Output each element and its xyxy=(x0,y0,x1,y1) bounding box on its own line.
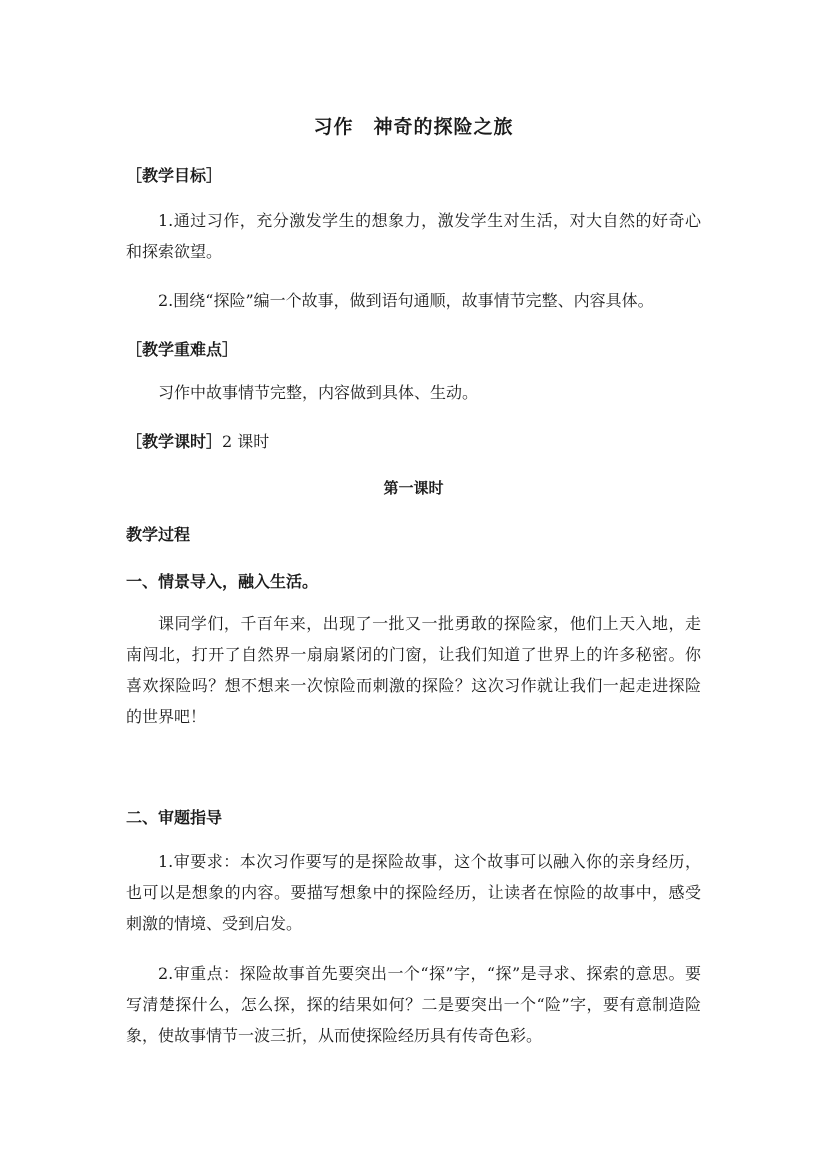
section-two-item-2: 2.审重点：探险故事首先要突出一个“探”字，“探”是寻求、探索的意思。要写清楚探什么，怎么探，探的结果如何？二是要突出一个“险”字，要有意制造险象，使故事情节一波三折，从而使探险经历具有传奇色彩。 xyxy=(126,964,701,1045)
teaching-hours-label: ［教学课时］ xyxy=(126,432,223,451)
section-two-item-1: 1.审要求：本次习作要写的是探险故事，这个故事可以融入你的亲身经历，也可以是想象的内容。要描写想象中的探险经历，让读者在惊险的故事中，感受刺激的情境、受到启发。 xyxy=(126,852,701,933)
objective-item-1: 1.通过习作，充分激发学生的想象力，激发学生对生活，对大自然的好奇心和探索欲望。 xyxy=(126,211,701,261)
teaching-hours xyxy=(126,429,269,452)
section-one-heading: 一、情景导入，融入生活。 xyxy=(126,572,319,591)
key-points-text: 习作中故事情节完整，内容做到具体、生动。 xyxy=(158,383,479,402)
teaching-hours-value: 2 课时 xyxy=(222,432,270,451)
key-points-heading: ［教学重难点］ xyxy=(126,340,239,359)
lesson-one-title: 第一课时 xyxy=(383,479,444,497)
objectives-heading: ［教学目标］ xyxy=(126,166,223,185)
objective-item-2: 2.围绕“探险”编一个故事，做到语句通顺，故事情节完整、内容具体。 xyxy=(158,291,654,310)
section-two-heading: 二、审题指导 xyxy=(126,808,223,827)
document-title: 习作 神奇的探险之旅 xyxy=(313,116,514,138)
teaching-process-heading: 教学过程 xyxy=(126,525,191,544)
section-one-text: 课同学们，千百年来，出现了一批又一批勇敢的探险家，他们上天入地，走南闯北，打开了自然界一扇扇紧闭的门窗，让我们知道了世界上的许多秘密。你喜欢探险吗？想不想来一次惊险而刺激的探险？这次习作就让我们一起走进探险的世界吧！ xyxy=(126,614,701,726)
